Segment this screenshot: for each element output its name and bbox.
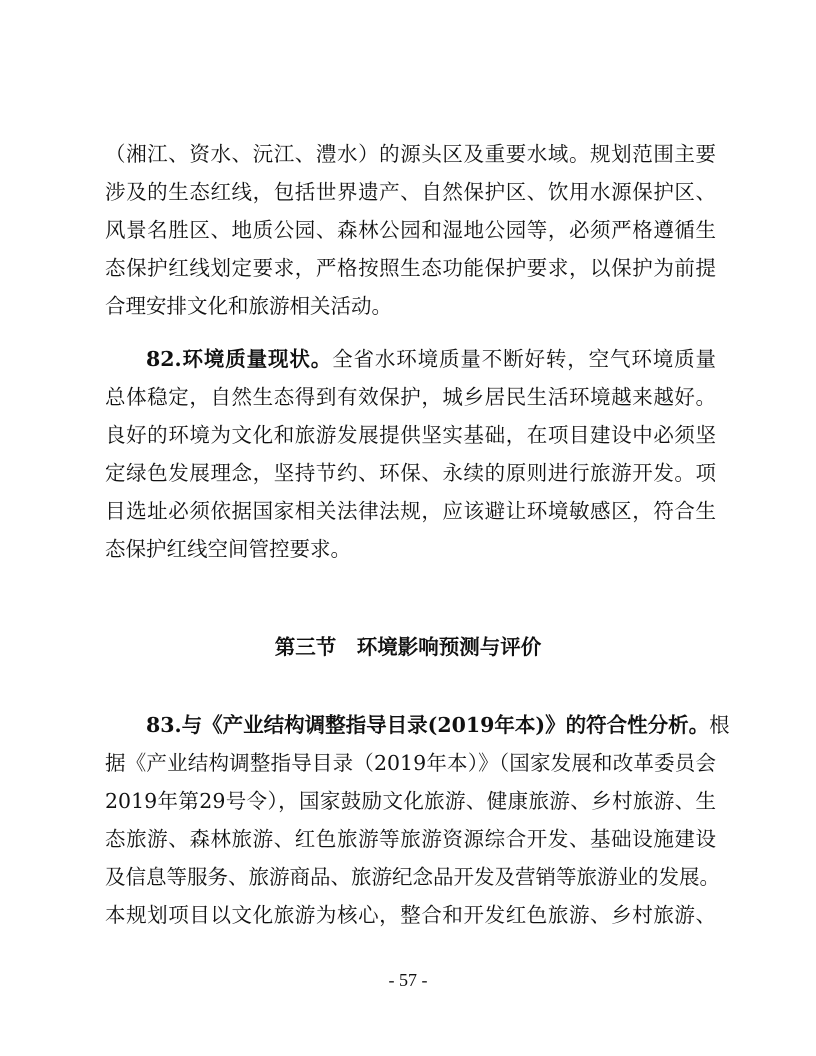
paragraph-1-line-2: 涉及的生态红线，包括世界遗产、自然保护区、饮用水源保护区、 bbox=[105, 180, 716, 204]
paragraph-82-first-line-text: 全省水环境质量不断好转，空气环境质量 bbox=[332, 347, 716, 371]
paragraph-83-title: 83.与《产业结构调整指导目录(2019年本)》的符合性分析。 bbox=[146, 713, 710, 737]
paragraph-83-line-1 bbox=[146, 706, 730, 744]
paragraph-1-line-3: 风景名胜区、地质公园、森林公园和湿地公园等，必须严格遵循生 bbox=[105, 218, 716, 242]
paragraph-82-line-6: 态保护红线空间管控要求。 bbox=[105, 537, 351, 561]
paragraph-83-first-line-text: 根 bbox=[709, 713, 730, 737]
paragraph-82-line-2: 总体稳定，自然生态得到有效保护，城乡居民生活环境越来越好。 bbox=[105, 385, 716, 409]
paragraph-1-line-5: 合理安排文化和旅游相关活动。 bbox=[105, 294, 392, 318]
paragraph-83-line-6: 本规划项目以文化旅游为核心，整合和开发红色旅游、乡村旅游、 bbox=[105, 903, 716, 927]
paragraph-83-line-4: 态旅游、森林旅游、红色旅游等旅游资源综合开发、基础设施建设 bbox=[105, 827, 716, 851]
section-heading: 第三节 环境影响预测与评价 bbox=[274, 635, 542, 659]
paragraph-83-line-5: 及信息等服务、旅游商品、旅游纪念品开发及营销等旅游业的发展。 bbox=[105, 865, 720, 889]
paragraph-82-line-1 bbox=[146, 340, 716, 378]
paragraph-82-line-4: 定绿色发展理念，坚持节约、环保、永续的原则进行旅游开发。项 bbox=[105, 461, 716, 485]
paragraph-83-line-2: 据《产业结构调整指导目录（2019年本）》（国家发展和改革委员会 bbox=[105, 751, 716, 775]
paragraph-82-line-3: 良好的环境为文化和旅游发展提供坚实基础，在项目建设中必须坚 bbox=[105, 423, 716, 447]
paragraph-82-line-5: 目选址必须依据国家相关法律法规，应该避让环境敏感区，符合生 bbox=[105, 499, 716, 523]
page-number: - 57 - bbox=[388, 970, 428, 990]
paragraph-1-line-4: 态保护红线划定要求，严格按照生态功能保护要求，以保护为前提 bbox=[105, 256, 716, 280]
paragraph-82-title: 82.环境质量现状。 bbox=[146, 347, 333, 371]
paragraph-1-line-1: （湘江、资水、沅江、澧水）的源头区及重要水域。规划范围主要 bbox=[105, 142, 716, 166]
paragraph-83-line-3: 2019年第29号令），国家鼓励文化旅游、健康旅游、乡村旅游、生 bbox=[105, 789, 716, 813]
